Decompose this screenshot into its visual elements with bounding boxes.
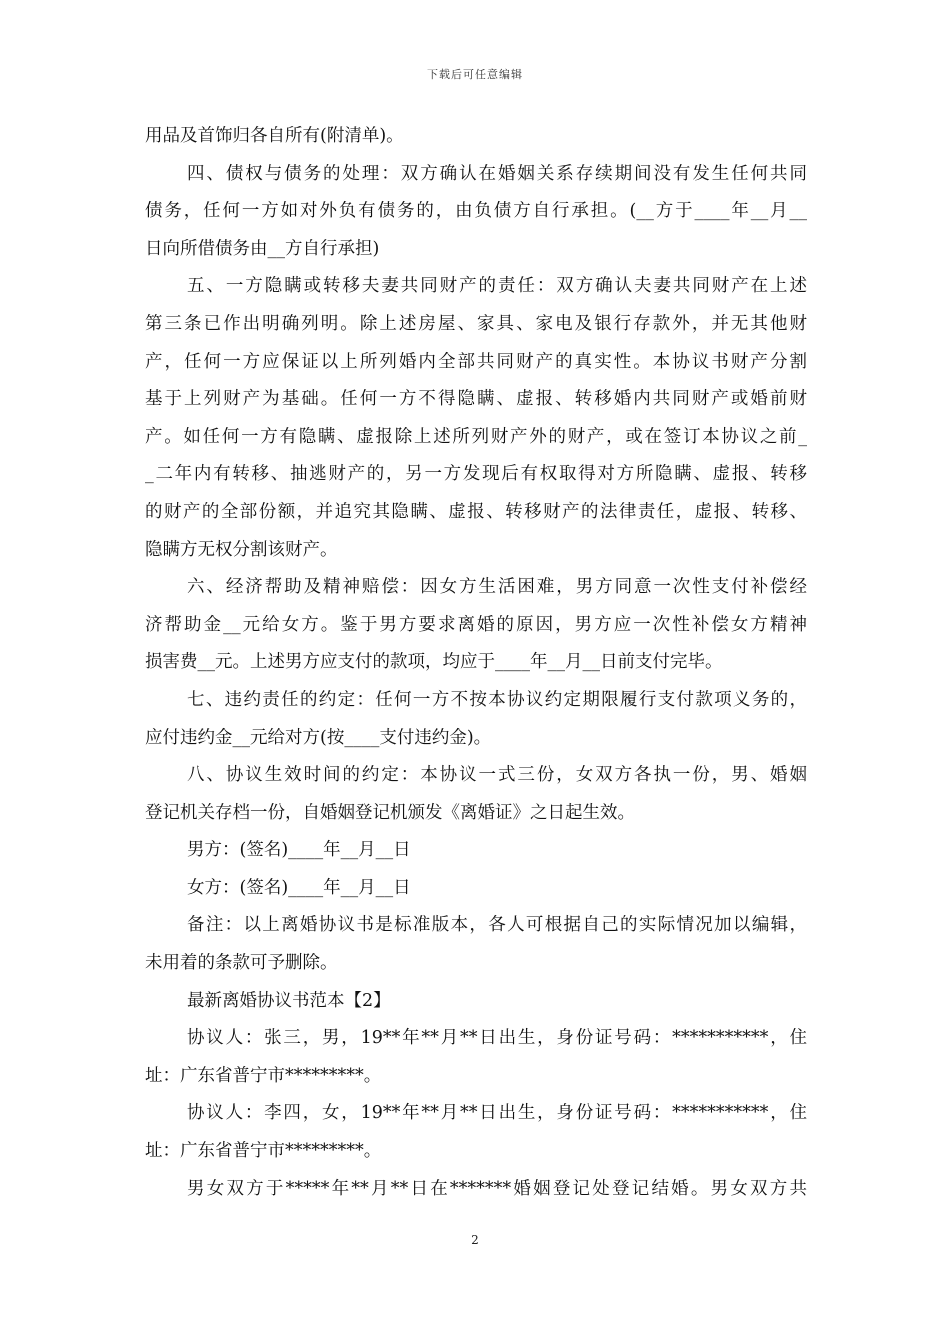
- paragraph-line: 损害费__元。上述男方应支付的款项，均应于____年__月__日前支付完毕。: [145, 652, 723, 673]
- paragraph-line: 址：广东省普宁市*********。: [145, 1065, 382, 1086]
- paragraph-line: 五、一方隐瞒或转移夫妻共同财产的责任：双方确认夫妻共同财产在上述: [187, 276, 807, 297]
- paragraph-line: 隐瞒方无权分割该财产。: [145, 539, 338, 560]
- paragraph-line: 未用着的条款可予删除。: [145, 953, 338, 974]
- paragraph-line: 八、协议生效时间的约定：本协议一式三份，女双方各执一份，男、婚姻: [187, 765, 807, 786]
- paragraph-line: 七、违约责任的约定：任何一方不按本协议约定期限履行支付款项义务的，: [187, 689, 807, 710]
- paragraph-line: 址：广东省普宁市*********。: [145, 1141, 382, 1162]
- paragraph-line: 第三条已作出明确列明。除上述房屋、家具、家电及银行存款外，并无其他财: [145, 313, 807, 334]
- paragraph-line: 产，任何一方应保证以上所列婚内全部共同财产的真实性。本协议书财产分割: [145, 351, 807, 372]
- paragraph-line: 应付违约金__元给对方(按____支付违约金)。: [145, 727, 492, 748]
- section-title: 最新离婚协议书范本【2】: [187, 990, 391, 1011]
- paragraph-line: 协议人：张三，男，19**年**月**日出生，身份证号码：***********，住: [187, 1028, 807, 1049]
- paragraph-line: _二年内有转移、抽逃财产的，另一方发现后有权取得对方所隐瞒、虚报、转移: [145, 464, 807, 485]
- page-number: 2: [471, 1233, 479, 1247]
- paragraph-line: 基于上列财产为基础。任何一方不得隐瞒、虚报、转移婚内共同财产或婚前财: [145, 389, 807, 410]
- paragraph-line: 济帮助金__元给女方。鉴于男方要求离婚的原因，男方应一次性补偿女方精神: [145, 614, 807, 635]
- paragraph-line: 协议人：李四，女，19**年**月**日出生，身份证号码：***********，住: [187, 1103, 807, 1124]
- paragraph-line: 的财产的全部份额，并追究其隐瞒、虚报、转移财产的法律责任，虚报、转移、: [145, 501, 807, 522]
- signature-line-male: 男方：(签名)____年__月__日: [187, 840, 411, 861]
- document-body: [145, 118, 807, 1208]
- paragraph-line: 四、债权与债务的处理：双方确认在婚姻关系存续期间没有发生任何共同: [187, 163, 807, 184]
- page-header: 下载后可任意编辑: [427, 68, 523, 81]
- paragraph-line: 六、经济帮助及精神赔偿：因女方生活困难，男方同意一次性支付补偿经: [187, 577, 807, 598]
- paragraph-line: 日向所借债务由__方自行承担): [145, 238, 380, 259]
- paragraph-line: 备注：以上离婚协议书是标准版本，各人可根据自己的实际情况加以编辑，: [187, 915, 807, 936]
- paragraph-line: 登记机关存档一份，自婚姻登记机颁发《离婚证》之日起生效。: [145, 802, 635, 823]
- paragraph-line: 男女双方于*****年**月**日在*******婚姻登记处登记结婚。男女双方共: [187, 1178, 807, 1199]
- paragraph-line: 产。如任何一方有隐瞒、虚报除上述所列财产外的财产，或在签订本协议之前_: [145, 426, 807, 447]
- signature-line-female: 女方：(签名)____年__月__日: [187, 877, 411, 898]
- paragraph-line: 用品及首饰归各自所有(附清单)。: [145, 126, 404, 146]
- paragraph-line: 债务，任何一方如对外负有债务的，由负债方自行承担。(__方于____年__月__: [145, 201, 807, 222]
